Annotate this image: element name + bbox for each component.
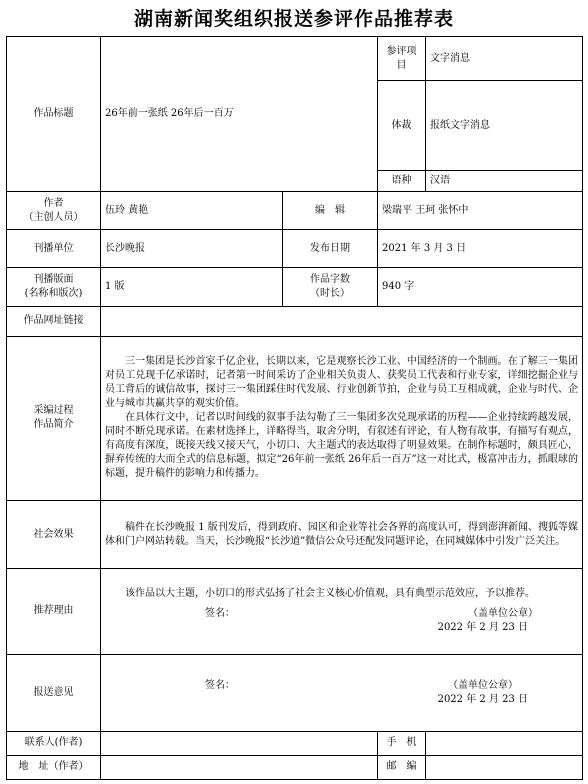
edition-label-line1: 刊播版面 [33, 273, 74, 285]
recommendation-sign-label: 签名： [205, 608, 235, 620]
summary-text [101, 336, 583, 500]
submission-signature-line [105, 679, 578, 693]
contact-value[interactable] [101, 731, 378, 755]
submission-label: 报送意见 [7, 654, 101, 731]
address-label: 地 址（作者） [7, 755, 101, 779]
author-label-line1: 作者 [43, 197, 64, 209]
author-label-line2: （主创人员） [23, 211, 84, 223]
editor-label: 编 辑 [283, 192, 378, 230]
word-count-value: 940 字 [378, 267, 583, 306]
category-value: 文字消息 [426, 37, 583, 81]
publish-date-value: 2021 年 3 月 3 日 [378, 230, 583, 267]
word-count-label-line2: （时长） [310, 287, 350, 299]
contact-label: 联系人(作者) [7, 731, 101, 755]
recommendation-cell [101, 569, 583, 654]
summary-paragraph-1: 三一集团是长沙首家千亿企业，长期以来，它是观察长沙工业、中国经济的一个制画。在了解三一集团对员工兑现千亿承诺时，记者第一时间采访了企业相关负责人、获奖员工代表和行业专家，详细挖掘企业与员工背后的诚信故事，探讨三一集团踩住时代发展、行业创新节拍，企业与员工互相成就，企业与时代、企业与城市共赢共享的观实价值。 [105, 356, 579, 410]
work-title-label: 作品标题 [7, 37, 101, 192]
social-effect-paragraph: 稿件在长沙晚报 1 版刊发后，得到政府、园区和企业等社会各界的高度认可，得到澎湃新闻、搜狐等媒体和门户网站转载。当天，长沙晚报“长沙道”微信公众号还配发同题评论，在同城媒体中引发广泛关注。 [105, 521, 579, 547]
summary-label-line2: 作品简介 [33, 419, 74, 431]
word-count-label-line1: 作品字数 [310, 273, 350, 285]
recommendation-signature-line [105, 607, 578, 621]
author-value: 伍玲 黄艳 [101, 192, 283, 230]
submission-sign-label: 签名： [205, 679, 235, 691]
phone-label: 手 机 [378, 731, 426, 755]
url-label: 作品网址链接 [7, 306, 101, 336]
publish-date-label: 发布日期 [283, 230, 378, 267]
summary-paragraph-2: 在具体行文中，记者以时间线的叙事手法勾勒了三一集团多次兑现承诺的历程——企业持续跨越发展，同时不断兑现承诺。在素材选择上，详略得当，取舍分明，有叙述有评论，有人物有故事，有描写有观点，有高度有深度，既接天线又接天气，小切口、大主题式的表达取得了明显效果。在制作标题时，颇具匠心，摒弃传统的大而全式的信息标题，拟定“26年前一张纸 26年后一百万”这一对比式，极富冲击力，抓眼球的标题，提升稿件的影响力和传播力。 [105, 412, 579, 480]
publisher-value: 长沙晚报 [101, 230, 283, 267]
publisher-label: 刊播单位 [7, 230, 101, 267]
phone-value[interactable] [426, 731, 583, 755]
summary-label [7, 336, 101, 500]
word-count-label [283, 267, 378, 306]
language-label: 语种 [378, 171, 426, 192]
recommendation-label: 推荐理由 [7, 569, 101, 654]
postcode-value[interactable] [426, 755, 583, 779]
work-title-value: 26年前一张纸 26年后一百万 [101, 37, 378, 192]
page-title: 湖南新闻奖组织报送参评作品推荐表 [133, 8, 454, 30]
edition-label [7, 267, 101, 306]
author-label [7, 192, 101, 230]
address-value[interactable] [101, 755, 378, 779]
recommendation-text: 该作品以大主题，小切口的形式弘扬了社会主义核心价值观，具有典型示范效应，予以推荐。 [125, 588, 535, 600]
genre-value: 报纸文字消息 [426, 81, 583, 171]
edition-value: 1 版 [101, 267, 283, 306]
edition-label-line2: (名称和版次) [24, 287, 83, 299]
language-value: 汉语 [426, 171, 583, 192]
submission-cell [101, 654, 583, 731]
genre-label: 体裁 [378, 81, 426, 171]
postcode-label: 邮 编 [378, 755, 426, 779]
editor-value: 梁瑞平 王珂 张怀中 [378, 192, 583, 230]
summary-label-line1: 采编过程 [33, 405, 74, 417]
social-effect-label: 社会效果 [7, 501, 101, 569]
category-label: 参评项目 [378, 37, 426, 81]
social-effect-text [101, 501, 583, 569]
url-value [101, 306, 583, 336]
submission-date: 2022 年 2 月 23 日 [437, 693, 529, 705]
submission-seal-label: （盖单位公章） [448, 679, 519, 691]
recommendation-form-table [6, 36, 583, 780]
recommendation-date: 2022 年 2 月 23 日 [437, 622, 529, 634]
recommendation-seal-label: （盖单位公章） [468, 608, 539, 620]
